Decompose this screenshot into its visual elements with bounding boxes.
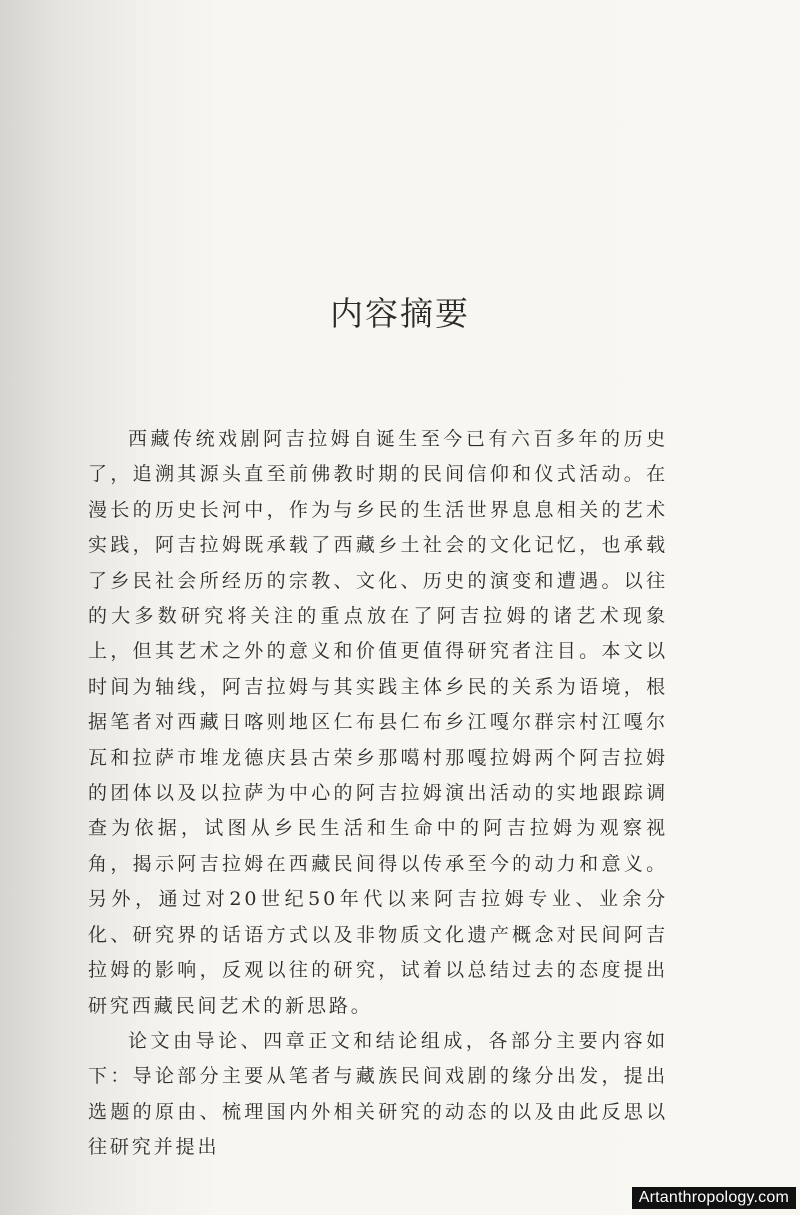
abstract-body: [88, 422, 668, 1166]
paragraph: 论文由导论、四章正文和结论组成，各部分主要内容如下：导论部分主要从笔者与藏族民间戏剧的缘分出发，提出选题的原由、梳理国内外相关研究的动态的以及由此反思以往研究并提出: [88, 1029, 668, 1159]
paragraph: 西藏传统戏剧阿吉拉姆自诞生至今已有六百多年的历史了，追溯其源头直至前佛教时期的民间信仰和仪式活动。在漫长的历史长河中，作为与乡民的生活世界息息相关的艺术实践，阿吉拉姆既承载了西藏乡土社会的文化记忆，也承载了乡民社会所经历的宗教、文化、历史的演变和遭遇。以往的大多数研究将关注的重点放在了阿吉拉姆的诸艺术现象上，但其艺术之外的意义和价值更值得研究者注目。本文以时间为轴线，阿吉拉姆与其实践主体乡民的关系为语境，根据笔者对西藏日喀则地区仁布县仁布乡江嘎尔群宗村江嘎尔瓦和拉萨市堆龙德庆县古荣乡那噶村那嘎拉姆两个阿吉拉姆的团体以及以拉萨为中心的阿吉拉姆演出活动的实地跟踪调查为依据，试图从乡民生活和生命中的阿吉拉姆为观察视角，揭示阿吉拉姆在西藏民间得以传承至今的动力和意义。另外，通过对20世纪50年代以来阿吉拉姆专业、业余分化、研究界的话语方式以及非物质文化遗产概念对民间阿吉拉姆的影响，反观以往的研究，试着以总结过去的态度提出研究西藏民间艺术的新思路。: [88, 428, 668, 1017]
watermark-label: Artanthropology.com: [632, 1187, 796, 1209]
page-title: 内容摘要: [330, 294, 470, 334]
